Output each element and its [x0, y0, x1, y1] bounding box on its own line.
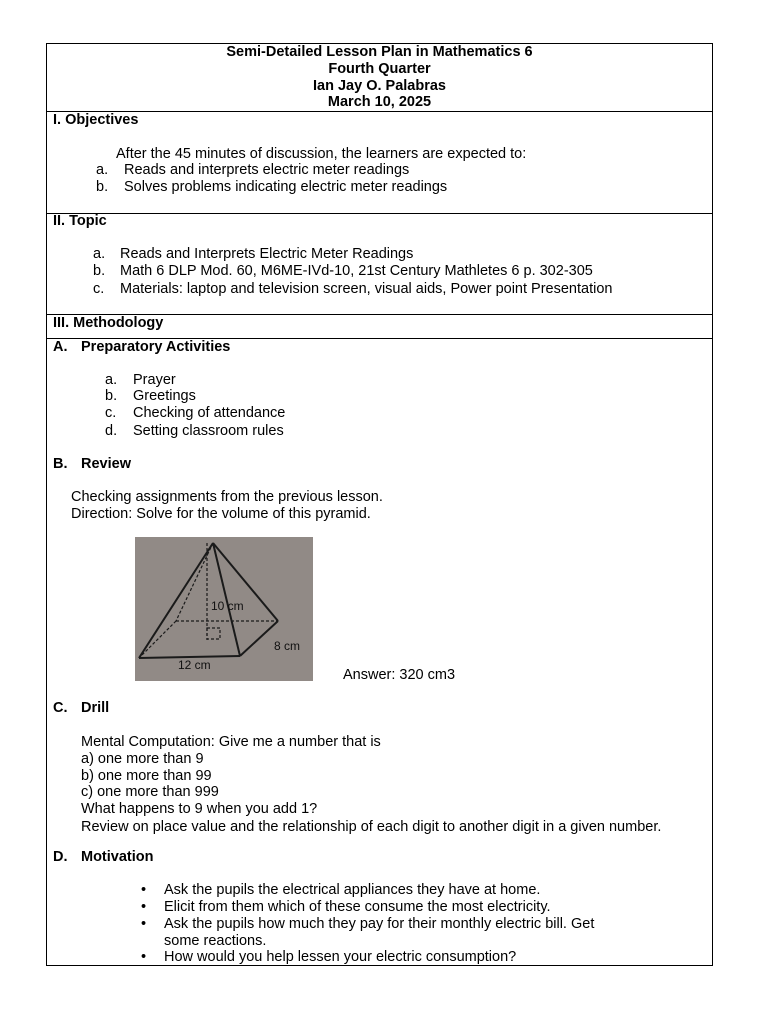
teacher-name: Ian Jay O. Palabras	[313, 78, 446, 94]
bullet: •	[141, 882, 147, 898]
drill-line: What happens to 9 when you add 1?	[81, 801, 318, 817]
objective-item: Reads and interprets electric meter readings	[124, 162, 410, 178]
drill-line: Mental Computation: Give me a number that is	[81, 734, 381, 750]
objective-marker: a.	[96, 162, 109, 178]
doc-title: Semi-Detailed Lesson Plan in Mathematics 6	[226, 44, 533, 60]
drill-marker: C.	[53, 700, 68, 716]
motivation-heading: Motivation	[81, 849, 154, 865]
bullet: •	[141, 949, 147, 965]
pyramid-figure	[135, 537, 313, 681]
motivation-item: Ask the pupils how much they pay for their monthly electric bill. Get	[164, 916, 595, 932]
topic-marker: c.	[93, 281, 105, 297]
review-line: Direction: Solve for the volume of this pyramid.	[71, 506, 371, 522]
prep-marker: a.	[105, 372, 118, 388]
drill-line: c) one more than 999	[81, 784, 219, 800]
topic-item: Reads and Interprets Electric Meter Readings	[120, 246, 414, 262]
preparatory-heading: Preparatory Activities	[81, 339, 231, 355]
objective-item: Solves problems indicating electric meter readings	[124, 179, 448, 195]
review-marker: B.	[53, 456, 68, 472]
drill-line: a) one more than 9	[81, 751, 204, 767]
divider-header	[46, 111, 713, 112]
width-label: 8 cm	[274, 639, 301, 653]
prep-item: Greetings	[133, 388, 196, 404]
objectives-intro: After the 45 minutes of discussion, the learners are expected to:	[116, 146, 527, 162]
bullet: •	[141, 899, 147, 915]
prep-item: Setting classroom rules	[133, 423, 284, 439]
height-label: 10 cm	[211, 599, 244, 613]
prep-item: Checking of attendance	[133, 405, 286, 421]
topic-item: Materials: laptop and television screen, visual aids, Power point Presentation	[120, 281, 613, 297]
preparatory-marker: A.	[53, 339, 68, 355]
review-heading: Review	[81, 456, 131, 472]
lesson-date: March 10, 2025	[327, 94, 432, 110]
objective-marker: b.	[96, 179, 109, 195]
review-line: Checking assignments from the previous lesson.	[71, 489, 383, 505]
methodology-heading: III. Methodology	[53, 315, 164, 331]
prep-marker: b.	[105, 388, 118, 404]
bullet: •	[141, 916, 147, 932]
drill-line: b) one more than 99	[81, 768, 212, 784]
pyramid-drawing	[135, 537, 313, 681]
topic-marker: a.	[93, 246, 106, 262]
motivation-item: How would you help lessen your electric consumption?	[164, 949, 517, 965]
objectives-heading: I. Objectives	[53, 112, 139, 128]
motivation-item-continued: some reactions.	[164, 933, 267, 949]
prep-marker: d.	[105, 423, 118, 439]
drill-line: Review on place value and the relationship of each digit to another digit in a given number.	[81, 819, 662, 835]
topic-heading: II. Topic	[53, 213, 107, 229]
divider-objectives	[46, 213, 713, 214]
length-label: 12 cm	[178, 658, 211, 672]
motivation-item: Ask the pupils the electrical appliances they have at home.	[164, 882, 541, 898]
motivation-item: Elicit from them which of these consume the most electricity.	[164, 899, 551, 915]
topic-item: Math 6 DLP Mod. 60, M6ME-IVd-10, 21st Century Mathletes 6 p. 302-305	[120, 263, 593, 279]
topic-marker: b.	[93, 263, 106, 279]
prep-marker: c.	[105, 405, 117, 421]
prep-item: Prayer	[133, 372, 176, 388]
motivation-marker: D.	[53, 849, 68, 865]
quarter: Fourth Quarter	[328, 61, 431, 77]
drill-heading: Drill	[81, 700, 110, 716]
review-answer: Answer: 320 cm3	[343, 667, 456, 683]
